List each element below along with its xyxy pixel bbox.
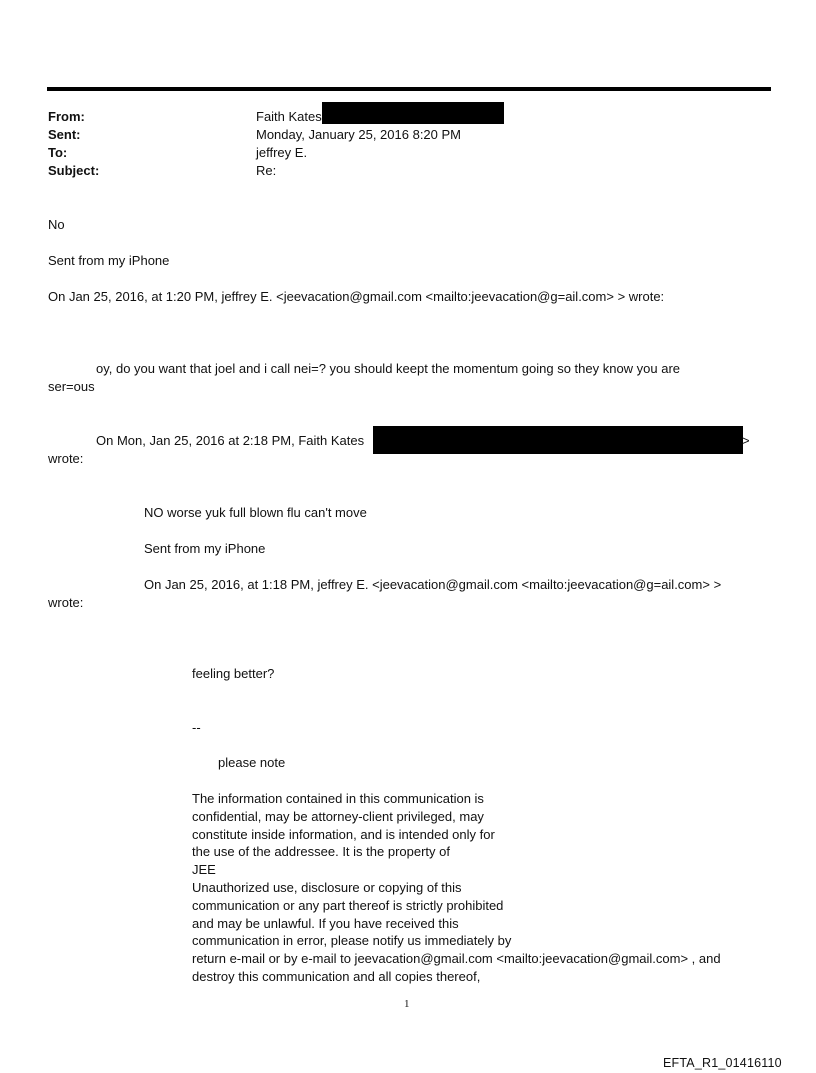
disclaimer-line: Unauthorized use, disclosure or copying of this: [192, 879, 462, 895]
subject-value: Re:: [256, 163, 277, 178]
sent-label: Sent:: [48, 127, 81, 142]
please-note: please note: [218, 755, 286, 770]
disclaimer-block: [192, 790, 721, 986]
redaction-block: [322, 102, 504, 124]
from-label: From:: [48, 109, 85, 124]
disclaimer-line: destroy this communication and all copies thereof,: [192, 968, 481, 984]
quote3-message: feeling better?: [192, 666, 275, 681]
disclaimer-line: communication in error, please notify us immediately by: [192, 933, 512, 949]
quote3-header-line1: On Jan 25, 2016, at 1:18 PM, jeffrey E. <jeevacation@gmail.com <mailto:jeevacation@g=ail.com> >: [144, 577, 722, 592]
disclaimer-line: constitute inside information, and is intended only for: [192, 826, 495, 842]
document-id: EFTA_R1_01416110: [663, 1056, 782, 1070]
signature-dash: --: [192, 720, 201, 735]
disclaimer-line: JEE: [192, 862, 216, 878]
disclaimer-line: confidential, may be attorney-client privileged, may: [192, 808, 484, 824]
to-value: jeffrey E.: [256, 145, 308, 160]
sent-from-iphone: Sent from my iPhone: [48, 253, 170, 268]
quote3-header-line2: wrote:: [48, 595, 84, 610]
disclaimer-line: and may be unlawful. If you have received this: [192, 915, 459, 931]
disclaimer-line: The information contained in this communication is: [192, 791, 484, 806]
quote2-header-line2: wrote:: [48, 451, 84, 466]
quote1-line2: ser=ous: [48, 379, 95, 394]
reply-text: No: [48, 217, 65, 232]
page-number: 1: [404, 998, 410, 1010]
redaction-block: [373, 426, 743, 454]
quote1-header: On Jan 25, 2016, at 1:20 PM, jeffrey E. <jeevacation@gmail.com <mailto:jeevacation@g=ail.com> > wrote:: [48, 289, 665, 304]
from-value: Faith Kates: [256, 109, 322, 124]
quote1-line1: oy, do you want that joel and i call nei=? you should keept the momentum going so they know you are: [96, 361, 681, 376]
subject-label: Subject:: [48, 163, 100, 178]
disclaimer-line: return e-mail or by e-mail to jeevacation@gmail.com <mailto:jeevacation@gmail.com> , and: [192, 951, 721, 967]
disclaimer-line: the use of the addressee. It is the property of: [192, 844, 450, 860]
quote2-header-line1: On Mon, Jan 25, 2016 at 2:18 PM, Faith Kates: [96, 433, 365, 448]
sent-value: Monday, January 25, 2016 8:20 PM: [256, 127, 461, 142]
quote2-header-tail: >: [742, 433, 750, 448]
quote2-sent-from-iphone: Sent from my iPhone: [144, 541, 266, 556]
disclaimer-line: communication or any part thereof is strictly prohibited: [192, 897, 504, 913]
quote2-message: NO worse yuk full blown flu can't move: [144, 505, 367, 520]
to-label: To:: [48, 145, 68, 160]
header-rule: [47, 87, 771, 91]
